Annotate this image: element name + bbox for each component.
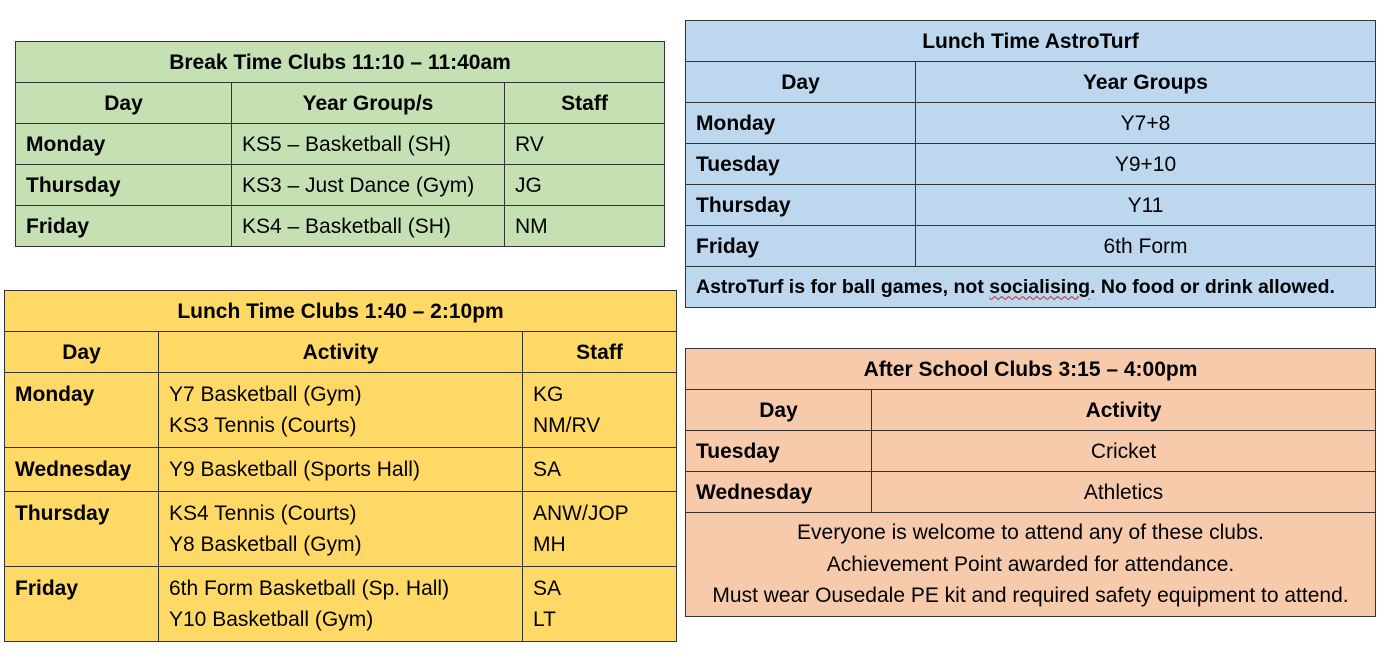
info-line-achievement: Achievement Point awarded for attendance. — [826, 552, 1235, 576]
lunch-day: Wednesday — [5, 448, 159, 492]
astro-groups: Y9+10 — [916, 144, 1376, 185]
astroturf-rules-note — [686, 267, 1376, 308]
after-school-title: After School Clubs 3:15 – 4:00pm — [686, 349, 1376, 390]
table-row — [5, 567, 677, 642]
astro-day: Thursday — [686, 185, 916, 226]
break-day: Monday — [16, 124, 232, 165]
table-row — [16, 206, 665, 247]
break-group: KS4 – Basketball (SH) — [232, 206, 505, 247]
astro-day: Friday — [686, 226, 916, 267]
table-row — [16, 124, 665, 165]
after-header-day: Day — [686, 390, 872, 431]
after-school-info — [686, 513, 1376, 617]
astro-groups: Y11 — [916, 185, 1376, 226]
astroturf-table — [685, 20, 1376, 308]
table-row — [686, 431, 1376, 472]
break-header-group: Year Group/s — [232, 83, 505, 124]
after-activity: Cricket — [872, 431, 1376, 472]
lunch-staff: SA LT — [523, 567, 677, 642]
astro-header-day: Day — [686, 62, 916, 103]
lunch-activity: KS4 Tennis (Courts) Y8 Basketball (Gym) — [159, 492, 523, 567]
after-day: Wednesday — [686, 472, 872, 513]
table-row — [686, 185, 1376, 226]
break-group: KS3 – Just Dance (Gym) — [232, 165, 505, 206]
lunch-header-day: Day — [5, 332, 159, 373]
note-text-start: AstroTurf is for ball games, not — [696, 275, 990, 298]
break-group: KS5 – Basketball (SH) — [232, 124, 505, 165]
lunch-activity: Y7 Basketball (Gym) KS3 Tennis (Courts) — [159, 373, 523, 448]
after-day: Tuesday — [686, 431, 872, 472]
break-time-clubs-table — [15, 41, 665, 247]
astro-groups: 6th Form — [916, 226, 1376, 267]
after-header-activity: Activity — [872, 390, 1376, 431]
table-row — [686, 226, 1376, 267]
table-row — [5, 492, 677, 567]
after-activity: Athletics — [872, 472, 1376, 513]
lunch-staff: KG NM/RV — [523, 373, 677, 448]
break-staff: NM — [505, 206, 665, 247]
table-row — [686, 103, 1376, 144]
break-header-day: Day — [16, 83, 232, 124]
break-header-staff: Staff — [505, 83, 665, 124]
table-row — [5, 448, 677, 492]
after-school-clubs-table — [685, 348, 1376, 617]
break-day: Thursday — [16, 165, 232, 206]
lunch-day: Friday — [5, 567, 159, 642]
lunch-day: Monday — [5, 373, 159, 448]
lunch-staff: ANW/JOP MH — [523, 492, 677, 567]
lunch-day: Thursday — [5, 492, 159, 567]
note-text-end: . No food or drink allowed. — [1090, 275, 1335, 298]
lunch-header-staff: Staff — [523, 332, 677, 373]
astro-day: Tuesday — [686, 144, 916, 185]
astroturf-title: Lunch Time AstroTurf — [686, 21, 1376, 62]
info-line-kit: Must wear Ousedale PE kit and required safety equipment to attend. — [712, 584, 1349, 607]
spellcheck-flagged-word: socialising — [989, 275, 1091, 298]
lunch-activity: Y9 Basketball (Sports Hall) — [159, 448, 523, 492]
astro-header-groups: Year Groups — [916, 62, 1376, 103]
lunch-activity: 6th Form Basketball (Sp. Hall) Y10 Basketball (Gym) — [159, 567, 523, 642]
table-row — [686, 144, 1376, 185]
astro-day: Monday — [686, 103, 916, 144]
info-line-welcome: Everyone is welcome to attend any of these clubs. — [797, 521, 1264, 544]
break-time-title: Break Time Clubs 11:10 – 11:40am — [16, 42, 665, 83]
break-day: Friday — [16, 206, 232, 247]
lunch-header-activity: Activity — [159, 332, 523, 373]
lunch-time-title: Lunch Time Clubs 1:40 – 2:10pm — [5, 291, 677, 332]
astro-groups: Y7+8 — [916, 103, 1376, 144]
lunch-staff: SA — [523, 448, 677, 492]
break-staff: RV — [505, 124, 665, 165]
table-row — [686, 472, 1376, 513]
break-staff: JG — [505, 165, 665, 206]
lunch-time-clubs-table — [4, 290, 677, 642]
table-row — [16, 165, 665, 206]
table-row — [5, 373, 677, 448]
